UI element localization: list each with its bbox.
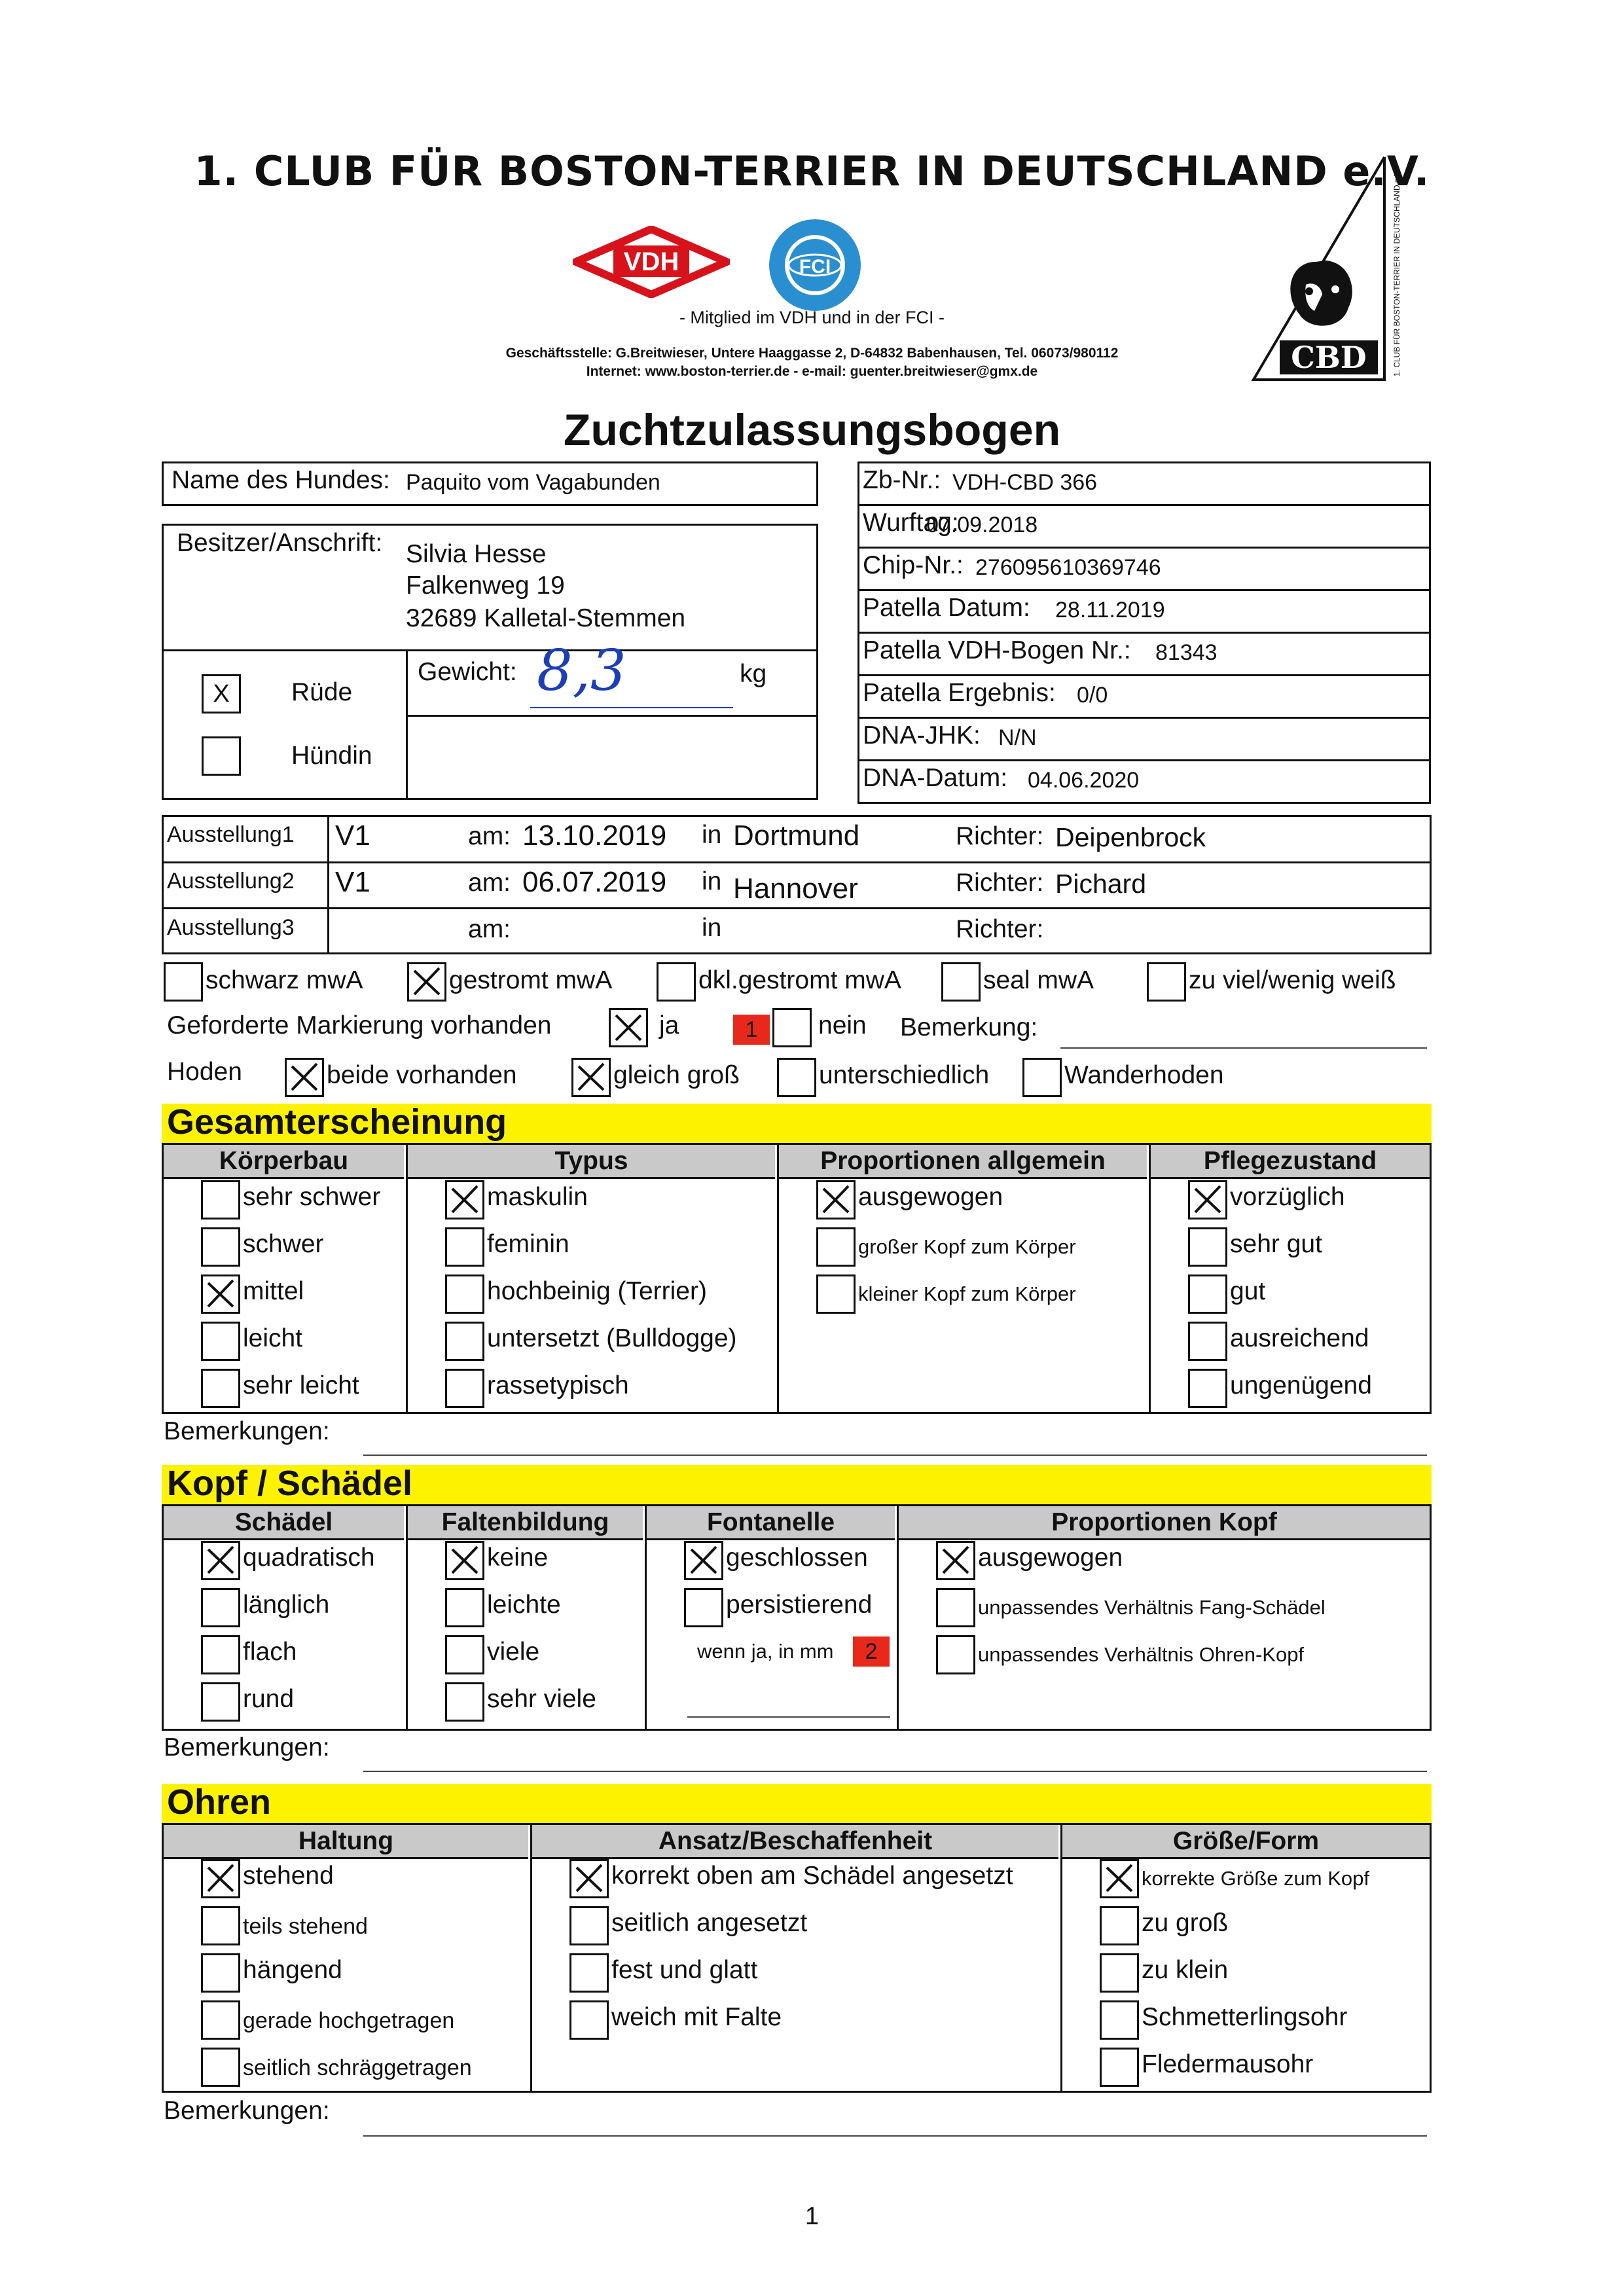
overall-col-head-1: Typus [408, 1145, 775, 1179]
head-col-head-2: Fontanelle [647, 1506, 895, 1540]
show-judge-1[interactable]: Pichard [1055, 869, 1147, 899]
ears-item-0-1: teils stehend [243, 1914, 368, 1939]
ears-checkbox-1-2[interactable] [569, 1953, 609, 1993]
ears-checkbox-2-0[interactable] [1100, 1859, 1139, 1898]
overall-item-1-4: rassetypisch [487, 1371, 629, 1400]
ears-item-2-2: zu klein [1142, 1956, 1229, 1984]
head-checkbox-1-1[interactable] [445, 1588, 484, 1627]
marking-label: Geforderte Markierung vorhanden [167, 1011, 552, 1039]
ears-item-0-2: hängend [243, 1956, 342, 1984]
overall-item-0-0: sehr schwer [243, 1183, 381, 1211]
show-judge-label-2: Richter: [956, 915, 1044, 943]
show-place-1[interactable]: Hannover [733, 873, 858, 905]
overall-item-0-2: mittel [243, 1277, 304, 1305]
membership-line: - Mitglied im VDH und in der FCI - [679, 308, 945, 327]
testicle-label-0: beide vorhanden [327, 1061, 517, 1089]
head-checkbox-0-0[interactable] [201, 1541, 240, 1580]
show-judge-label-1: Richter: [956, 869, 1044, 897]
ears-checkbox-1-1[interactable] [569, 1906, 609, 1945]
head-item-2-1: persistierend [726, 1591, 873, 1619]
overall-checkbox-3-0[interactable] [1188, 1180, 1227, 1220]
marking-yes-checkbox[interactable] [609, 1008, 648, 1047]
head-checkbox-2-0[interactable] [684, 1541, 723, 1580]
show-place-0[interactable]: Dortmund [733, 820, 860, 852]
ears-checkbox-0-2[interactable] [201, 1953, 240, 1993]
testicle-checkbox-3[interactable] [1022, 1058, 1062, 1097]
overall-checkbox-0-2[interactable] [201, 1274, 240, 1314]
registry-value-6[interactable]: N/N [998, 725, 1037, 750]
ears-checkbox-1-0[interactable] [569, 1859, 609, 1898]
dog-name-value[interactable]: Paquito vom Vagabunden [406, 470, 660, 495]
registry-label-6: DNA-JHK: [863, 721, 981, 750]
color-checkbox-2[interactable] [657, 962, 696, 1002]
owner-label: Besitzer/Anschrift: [177, 529, 383, 557]
overall-item-3-1: sehr gut [1230, 1230, 1322, 1258]
registry-value-3[interactable]: 28.11.2019 [1055, 598, 1165, 623]
overall-checkbox-3-3[interactable] [1188, 1322, 1227, 1361]
head-section-title: Kopf / Schädel [167, 1464, 413, 1503]
office-line: Geschäftsstelle: G.Breitwieser, Untere Haaggasse 2, D-64832 Babenhausen, Tel. 06073/980112 [505, 346, 1119, 361]
overall-item-3-2: gut [1230, 1277, 1266, 1305]
marking-remark-label: Bemerkung: [900, 1013, 1038, 1041]
show-date-0[interactable]: 13.10.2019 [522, 820, 667, 852]
vdh-logo-text: VDH [623, 247, 679, 276]
color-label-2: dkl.gestromt mwA [698, 966, 901, 994]
overall-item-3-0: vorzüglich [1230, 1183, 1345, 1211]
registry-value-0[interactable]: VDH-CBD 366 [952, 470, 1098, 495]
ears-checkbox-0-3[interactable] [201, 2000, 240, 2040]
registry-label-4: Patella VDH-Bogen Nr.: [863, 636, 1131, 664]
head-checkbox-1-2[interactable] [445, 1635, 484, 1674]
head-checkbox-2-1[interactable] [684, 1588, 723, 1627]
overall-item-0-3: leicht [243, 1324, 303, 1352]
ears-item-2-1: zu groß [1142, 1909, 1229, 1937]
overall-item-1-1: feminin [487, 1230, 569, 1258]
overall-checkbox-3-2[interactable] [1188, 1274, 1227, 1314]
overall-item-0-1: schwer [243, 1230, 324, 1258]
fontanelle-note: wenn ja, in mm [697, 1640, 834, 1663]
show-place-label-2: in [702, 914, 722, 942]
head-col-head-1: Faltenbildung [408, 1506, 643, 1540]
head-checkbox-0-1[interactable] [201, 1588, 240, 1627]
footnote-1: 1 [733, 1015, 770, 1045]
head-item-1-1: leichte [487, 1591, 561, 1619]
vdh-logo [573, 226, 730, 298]
show-place-label-0: in [702, 821, 722, 849]
ears-checkbox-0-4[interactable] [201, 2048, 240, 2087]
color-label-1: gestromt mwA [449, 966, 613, 994]
fci-logo-text: FCI [799, 256, 831, 278]
ears-checkbox-2-2[interactable] [1100, 1953, 1139, 1993]
overall-checkbox-2-1[interactable] [816, 1227, 856, 1267]
ears-item-2-4: Fledermausohr [1142, 2050, 1314, 2078]
show-label-2: Ausstellung3 [167, 915, 295, 940]
ears-section-title: Ohren [167, 1782, 272, 1822]
overall-checkbox-2-0[interactable] [816, 1180, 856, 1220]
head-checkbox-3-2[interactable] [936, 1635, 975, 1674]
head-col-head-0: Schädel [164, 1506, 404, 1540]
overall-remarks-label: Bemerkungen: [164, 1417, 330, 1445]
ears-checkbox-2-1[interactable] [1100, 1906, 1139, 1945]
page-number: 1 [804, 2203, 820, 2230]
color-label-3: seal mwA [983, 966, 1094, 994]
show-judge-0[interactable]: Deipenbrock [1055, 822, 1206, 852]
fci-logo [766, 216, 864, 314]
head-item-0-0: quadratisch [243, 1544, 375, 1572]
overall-col-head-2: Proportionen allgemein [779, 1145, 1147, 1179]
overall-checkbox-0-0[interactable] [201, 1180, 240, 1220]
head-item-1-0: keine [487, 1544, 549, 1572]
testicle-label-3: Wanderhoden [1064, 1061, 1224, 1089]
color-checkbox-3[interactable] [941, 962, 981, 1002]
female-checkbox[interactable] [202, 736, 241, 776]
head-item-3-1: unpassendes Verhältnis Fang-Schädel [978, 1596, 1326, 1619]
overall-item-2-0: ausgewogen [858, 1183, 1003, 1211]
show-label-1: Ausstellung2 [167, 869, 295, 894]
overall-checkbox-3-1[interactable] [1188, 1227, 1227, 1267]
ears-col-head-0: Haltung [164, 1825, 528, 1859]
overall-col-head-3: Pflegezustand [1151, 1145, 1430, 1179]
overall-checkbox-1-4[interactable] [445, 1369, 484, 1408]
registry-value-1[interactable]: 07.09.2018 [926, 513, 1038, 537]
head-item-2-0: geschlossen [726, 1544, 868, 1572]
overall-item-3-4: ungenügend [1230, 1371, 1372, 1400]
club-name: 1. CLUB FÜR BOSTON-TERRIER IN DEUTSCHLAND e.V. [194, 147, 1430, 195]
show-label-0: Ausstellung1 [167, 822, 295, 847]
show-place-label-1: in [702, 867, 722, 895]
owner-line-2[interactable]: Falkenweg 19 [406, 571, 565, 600]
owner-line-1[interactable]: Silvia Hesse [406, 540, 547, 568]
head-item-0-2: flach [243, 1638, 297, 1666]
ears-item-0-4: seitlich schräggetragen [243, 2055, 472, 2080]
weight-label: Gewicht: [418, 658, 517, 686]
footnote-2: 2 [853, 1636, 890, 1667]
testicle-checkbox-1[interactable] [571, 1058, 611, 1097]
overall-item-1-3: untersetzt (Bulldogge) [487, 1324, 737, 1352]
testicle-label-2: unterschiedlich [819, 1061, 990, 1089]
female-label: Hündin [291, 742, 372, 770]
head-item-0-1: länglich [243, 1591, 330, 1619]
head-checkbox-3-1[interactable] [936, 1588, 975, 1627]
head-checkbox-1-0[interactable] [445, 1541, 484, 1580]
male-check-mark: X [213, 680, 230, 708]
testicle-label-1: gleich groß [613, 1061, 740, 1089]
registry-value-2[interactable]: 276095610369746 [975, 555, 1161, 580]
registry-label-7: DNA-Datum: [863, 764, 1008, 792]
ears-item-2-3: Schmetterlingsohr [1142, 2003, 1348, 2031]
ears-item-1-3: weich mit Falte [611, 2003, 782, 2031]
ears-section-bar [162, 1784, 1432, 1823]
testicle-checkbox-0[interactable] [285, 1058, 324, 1097]
ears-checkbox-1-3[interactable] [569, 2000, 609, 2040]
weight-value[interactable]: 8,3 [537, 638, 626, 704]
registry-label-1: Wurftag: [863, 509, 959, 537]
show-date-label-1: am: [468, 869, 511, 897]
overall-checkbox-0-1[interactable] [201, 1227, 240, 1267]
color-label-4: zu viel/wenig weiß [1189, 966, 1396, 994]
show-grade-0[interactable]: V1 [335, 820, 370, 852]
overall-section-title: Gesamterscheinung [167, 1102, 507, 1142]
ears-item-0-0: stehend [243, 1862, 334, 1890]
show-date-label-2: am: [468, 915, 511, 943]
ears-checkbox-0-0[interactable] [201, 1859, 240, 1898]
overall-item-2-2: kleiner Kopf zum Körper [858, 1282, 1076, 1305]
overall-item-1-2: hochbeinig (Terrier) [487, 1277, 707, 1305]
color-label-0: schwarz mwA [206, 966, 363, 994]
ears-col-head-1: Ansatz/Beschaffenheit [532, 1825, 1058, 1859]
dog-name-label: Name des Hundes: [171, 466, 390, 494]
registry-value-4[interactable]: 81343 [1155, 640, 1218, 665]
cbd-logo [1244, 151, 1414, 386]
overall-checkbox-3-4[interactable] [1188, 1369, 1227, 1408]
overall-item-3-3: ausreichend [1230, 1324, 1369, 1352]
cbd-logo-text: CBD [1291, 340, 1367, 375]
ears-col-head-2: Größe/Form [1062, 1825, 1430, 1859]
registry-value-7[interactable]: 04.06.2020 [1028, 768, 1140, 793]
show-judge-label-0: Richter: [956, 822, 1044, 850]
show-date-label-0: am: [468, 822, 511, 850]
head-checkbox-0-2[interactable] [201, 1635, 240, 1674]
form-title: Zuchtzulassungsbogen [563, 405, 1061, 455]
color-checkbox-1[interactable] [407, 962, 446, 1002]
testicle-checkbox-2[interactable] [777, 1058, 816, 1097]
marking-yes-label: ja [659, 1011, 679, 1039]
ears-checkbox-2-3[interactable] [1100, 2000, 1139, 2040]
ears-item-1-2: fest und glatt [611, 1956, 758, 1984]
marking-no-checkbox[interactable] [772, 1008, 812, 1047]
ears-item-2-0: korrekte Größe zum Kopf [1142, 1867, 1370, 1890]
head-remarks-label: Bemerkungen: [164, 1733, 330, 1762]
head-checkbox-1-3[interactable] [445, 1682, 484, 1722]
registry-label-0: Zb-Nr.: [863, 466, 941, 494]
show-grade-1[interactable]: V1 [335, 866, 370, 898]
male-checkbox[interactable] [202, 674, 241, 714]
overall-item-0-4: sehr leicht [243, 1371, 359, 1400]
overall-checkbox-1-3[interactable] [445, 1322, 484, 1361]
weight-unit: kg [740, 660, 767, 688]
color-checkbox-4[interactable] [1147, 962, 1186, 1002]
overall-checkbox-0-3[interactable] [201, 1322, 240, 1361]
internet-line: Internet: www.boston-terrier.de - e-mail: guenter.breitwieser@gmx.de [586, 364, 1038, 379]
ears-checkbox-2-4[interactable] [1100, 2048, 1139, 2087]
head-item-1-3: sehr viele [487, 1685, 596, 1713]
head-item-3-0: ausgewogen [978, 1544, 1123, 1572]
overall-checkbox-0-4[interactable] [201, 1369, 240, 1408]
color-checkbox-0[interactable] [164, 962, 203, 1002]
ears-checkbox-0-1[interactable] [201, 1906, 240, 1945]
overall-checkbox-1-1[interactable] [445, 1227, 484, 1267]
overall-checkbox-1-0[interactable] [445, 1180, 484, 1220]
registry-label-2: Chip-Nr.: [863, 551, 964, 579]
owner-line-3[interactable]: 32689 Kalletal-Stemmen [406, 604, 686, 632]
marking-no-label: nein [818, 1011, 867, 1039]
ears-remarks-label: Bemerkungen: [164, 2097, 330, 2125]
show-date-1[interactable]: 06.07.2019 [522, 866, 667, 898]
ears-item-1-1: seitlich angesetzt [611, 1909, 808, 1937]
head-checkbox-3-0[interactable] [936, 1541, 975, 1580]
cbd-side-text: 1. CLUB FÜR BOSTON-TERRIER IN DEUTSCHLAND e.V. [1392, 169, 1401, 376]
head-item-1-2: viele [487, 1638, 540, 1666]
overall-item-2-1: großer Kopf zum Körper [858, 1235, 1076, 1258]
head-checkbox-0-3[interactable] [201, 1682, 240, 1722]
head-item-0-3: rund [243, 1685, 295, 1713]
registry-value-5[interactable]: 0/0 [1077, 683, 1108, 708]
head-item-3-2: unpassendes Verhältnis Ohren-Kopf [978, 1643, 1305, 1666]
registry-label-5: Patella Ergebnis: [863, 679, 1056, 707]
testicles-label: Hoden [167, 1058, 242, 1086]
overall-checkbox-2-2[interactable] [816, 1274, 856, 1314]
overall-col-head-0: Körperbau [164, 1145, 404, 1179]
overall-checkbox-1-2[interactable] [445, 1274, 484, 1314]
overall-item-1-0: maskulin [487, 1183, 588, 1211]
registry-label-3: Patella Datum: [863, 594, 1030, 622]
ears-item-0-3: gerade hochgetragen [243, 2008, 455, 2033]
head-col-head-3: Proportionen Kopf [899, 1506, 1430, 1540]
male-label: Rüde [291, 678, 353, 706]
ears-item-1-0: korrekt oben am Schädel angesetzt [611, 1862, 1013, 1890]
